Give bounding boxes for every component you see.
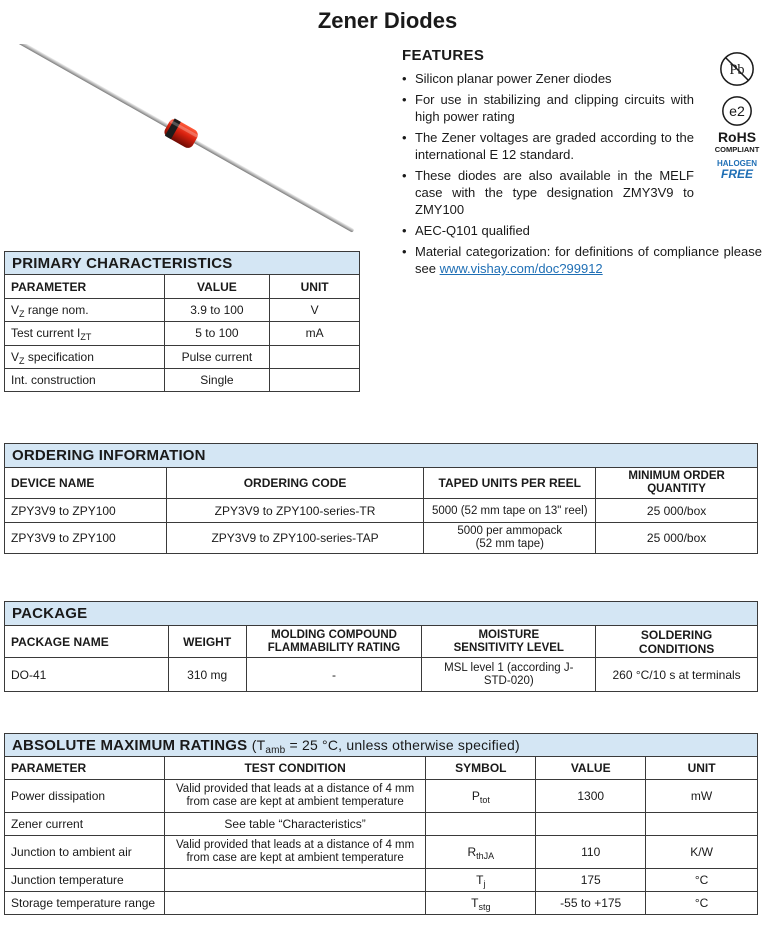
soldering-cell: 260 °C/10 s at terminals (596, 658, 758, 692)
value-cell: 3.9 to 100 (164, 298, 270, 321)
code-cell: ZPY3V9 to ZPY100-series-TAP (166, 523, 424, 554)
value-cell (536, 813, 646, 836)
e2-text: e2 (729, 104, 745, 121)
unit-cell: mA (270, 322, 360, 345)
symbol-cell: $T_j$ (426, 869, 536, 892)
param-cell: Zener current (5, 813, 165, 836)
primary-characteristics-table (4, 251, 360, 392)
value-cell: Pulse current (164, 345, 270, 368)
feature-item: • These diodes are also available in the MELF case with the type designation ZMY3V9 to ZMY100 (402, 167, 694, 218)
param-cell: Power dissipation (5, 780, 165, 813)
unit-cell (646, 813, 758, 836)
condition-cell: Valid provided that leads at a distance of 4 mm from case are kept at ambient temperature (164, 836, 426, 869)
table-row (5, 780, 758, 813)
unit-cell (270, 345, 360, 368)
molding-cell: - (246, 658, 422, 692)
feature-item (402, 243, 762, 277)
taped-cell: 5000 (52 mm tape on 13" reel) (424, 499, 596, 523)
package-table (4, 601, 758, 692)
ordering-title: ORDERING INFORMATION (5, 444, 758, 468)
device-cell: ZPY3V9 to ZPY100 (5, 499, 167, 523)
col-header: WEIGHT (168, 626, 246, 658)
condition-cell (164, 869, 426, 892)
unit-cell: °C (646, 869, 758, 892)
feature-item: • Silicon planar power Zener diodes (402, 70, 762, 87)
value-cell: Single (164, 368, 270, 391)
col-header: DEVICE NAME (5, 468, 167, 499)
free-label: FREE (720, 167, 753, 181)
col-header: VALUE (164, 275, 270, 298)
table-row (5, 813, 758, 836)
feature-item: • AEC-Q101 qualified (402, 222, 762, 239)
symbol-cell (426, 813, 536, 836)
unit-cell: mW (646, 780, 758, 813)
table-row (5, 345, 360, 368)
col-header: MOLDING COMPOUND FLAMMABILITY RATING (246, 626, 422, 658)
unit-cell: K/W (646, 836, 758, 869)
param-cell: $V_Z$ range nom. (5, 298, 165, 321)
col-header: PACKAGE NAME (5, 626, 169, 658)
value-cell: 1300 (536, 780, 646, 813)
diode-product-image (0, 44, 380, 244)
table-row (5, 499, 758, 523)
feature-item: • For use in stabilizing and clipping circuits with high power rating (402, 91, 694, 125)
feature-item-text: Material categorization: for definitions of compliance please see (415, 244, 762, 276)
halogen-label: HALOGEN (717, 159, 757, 168)
col-header: TAPED UNITS PER REEL (424, 468, 596, 499)
table-row (5, 523, 758, 554)
table-row (5, 298, 360, 321)
code-cell: ZPY3V9 to ZPY100-series-TR (166, 499, 424, 523)
lead-free-icon (718, 50, 756, 88)
param-cell: Int. construction (5, 368, 165, 391)
absolute-max-ratings-table (4, 733, 758, 915)
features-heading: FEATURES (402, 47, 485, 64)
param-cell: Storage temperature range (5, 892, 165, 915)
table-row (5, 869, 758, 892)
table-row (5, 836, 758, 869)
col-header: SOLDERING CONDITIONS (596, 626, 758, 658)
table-row (5, 658, 758, 692)
col-header: MINIMUM ORDER QUANTITY (596, 468, 758, 499)
unit-cell: V (270, 298, 360, 321)
col-header: SYMBOL (426, 757, 536, 780)
compliance-badges (707, 50, 767, 181)
value-cell: 5 to 100 (164, 322, 270, 345)
compliant-label: COMPLIANT (714, 145, 760, 154)
primary-title: PRIMARY CHARACTERISTICS (5, 252, 360, 275)
col-header: TEST CONDITION (164, 757, 426, 780)
package-title: PACKAGE (5, 602, 758, 626)
pb-text: Pb (729, 61, 745, 78)
page-title: Zener Diodes (317, 8, 458, 33)
package-name-cell: DO-41 (5, 658, 169, 692)
table-row (5, 892, 758, 915)
value-cell: 175 (536, 869, 646, 892)
condition-cell: See table “Characteristics” (164, 813, 426, 836)
col-header: PARAMETER (5, 275, 165, 298)
weight-cell: 310 mg (168, 658, 246, 692)
moq-cell: 25 000/box (596, 523, 758, 554)
condition-cell: Valid provided that leads at a distance of 4 mm from case are kept at ambient temperature (164, 780, 426, 813)
condition-cell (164, 892, 426, 915)
taped-cell: 5000 per ammopack (52 mm tape) (424, 523, 596, 554)
table-row (5, 368, 360, 391)
rohs-label: RoHS (717, 129, 757, 145)
col-header: UNIT (646, 757, 758, 780)
col-header: ORDERING CODE (166, 468, 424, 499)
msl-cell: MSL level 1 (according J-STD-020) (422, 658, 596, 692)
table-row (5, 322, 360, 345)
unit-cell: °C (646, 892, 758, 915)
col-header: PARAMETER (5, 757, 165, 780)
moq-cell: 25 000/box (596, 499, 758, 523)
ordering-information-table (4, 443, 758, 554)
symbol-cell: $R_{thJA}$ (426, 836, 536, 869)
param-cell: Junction to ambient air (5, 836, 165, 869)
value-cell: -55 to +175 (536, 892, 646, 915)
absolute-title: ABSOLUTE MAXIMUM RATINGS ($T_{amb} = 25$ °C, unless otherwise specified) (5, 734, 758, 757)
col-header: UNIT (270, 275, 360, 298)
col-header: VALUE (536, 757, 646, 780)
symbol-cell: $T_{stg}$ (426, 892, 536, 915)
compliance-link[interactable]: www.vishay.com/doc?99912 (439, 261, 603, 276)
symbol-cell: $P_{tot}$ (426, 780, 536, 813)
col-header: MOISTURE SENSITIVITY LEVEL (422, 626, 596, 658)
param-cell: Test current $I_{ZT}$ (5, 322, 165, 345)
e2-icon (720, 94, 754, 128)
unit-cell (270, 368, 360, 391)
param-cell: $V_Z$ specification (5, 345, 165, 368)
value-cell: 110 (536, 836, 646, 869)
param-cell: Junction temperature (5, 869, 165, 892)
feature-item: • The Zener voltages are graded according to the international E 12 standard. (402, 129, 694, 163)
device-cell: ZPY3V9 to ZPY100 (5, 523, 167, 554)
